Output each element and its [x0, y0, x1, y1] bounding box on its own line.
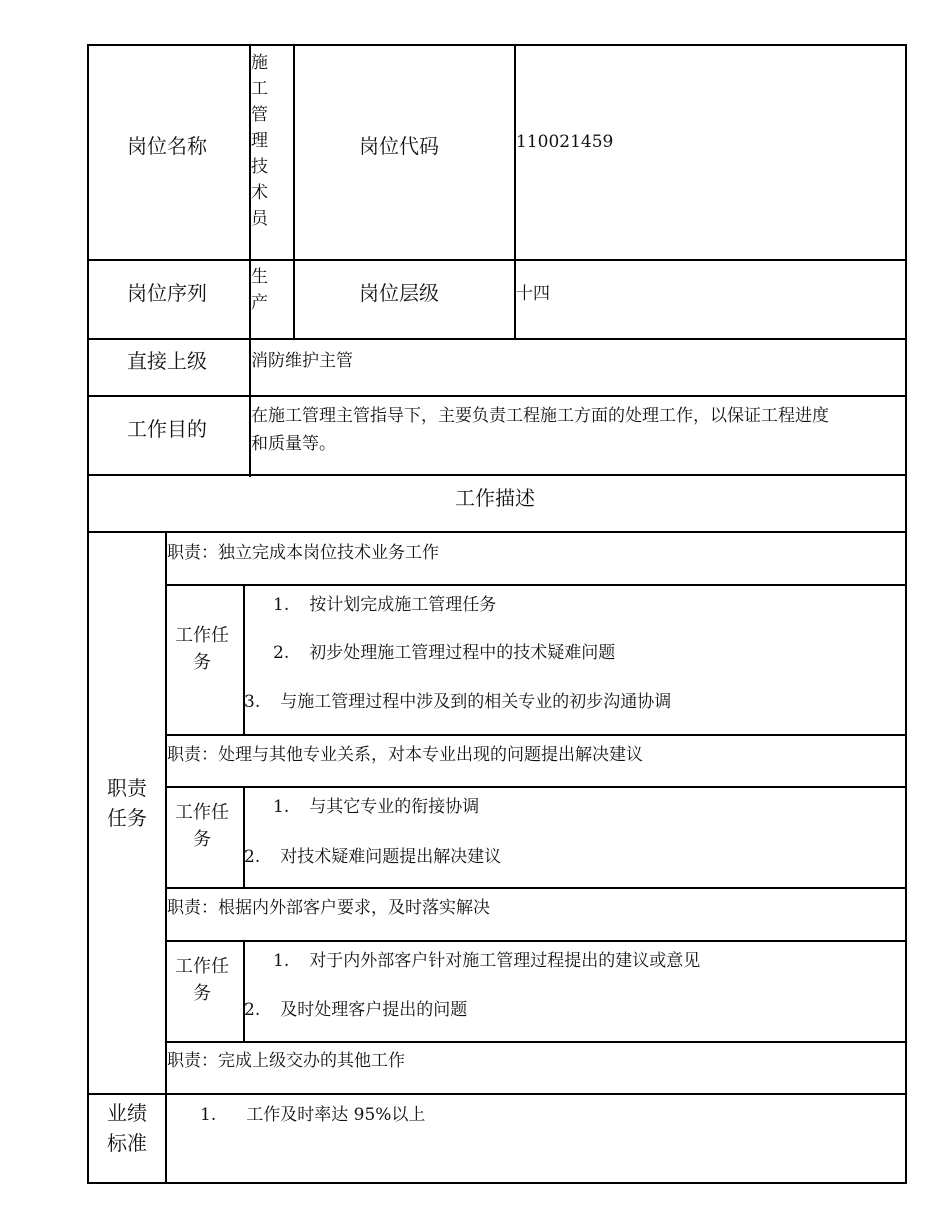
post-level-value: 十四: [516, 284, 550, 304]
row-divider: [87, 531, 907, 533]
task-label: 工作任 务: [175, 625, 229, 673]
post-name-value: 施 工 管 理 技 术 员: [251, 53, 268, 229]
row-divider: [87, 474, 907, 476]
row-divider: [165, 786, 907, 788]
col-divider: [243, 584, 245, 736]
table-border-right: [905, 44, 907, 1184]
post-code-value: 110021459: [516, 132, 614, 152]
purpose-line-2: 和质量等。: [251, 434, 336, 454]
row-divider: [165, 940, 907, 942]
task-item: 1. 与其它专业的衔接协调: [273, 797, 480, 817]
row-divider: [87, 1093, 907, 1095]
superior-value: 消防维护主管: [251, 351, 353, 371]
row-divider: [165, 734, 907, 736]
row-divider: [87, 395, 907, 397]
task-label: 工作任 务: [175, 802, 229, 850]
post-series-label: 岗位序列: [127, 281, 207, 305]
task-item: 3. 与施工管理过程中涉及到的相关专业的初步沟通协调: [244, 692, 672, 712]
row-divider: [165, 584, 907, 586]
purpose-line-1: 在施工管理主管指导下，主要负责工程施工方面的处理工作，以保证工程进度: [251, 406, 829, 426]
row-divider: [87, 338, 907, 340]
task-item: 1. 按计划完成施工管理任务: [273, 595, 497, 615]
purpose-label: 工作目的: [127, 417, 207, 441]
row-divider: [165, 1041, 907, 1043]
task-item: 2. 初步处理施工管理过程中的技术疑难问题: [273, 643, 616, 663]
task-label: 工作任 务: [175, 956, 229, 1004]
performance-label: 业绩 标准: [107, 1101, 147, 1155]
task-item: 2. 及时处理客户提出的问题: [244, 1000, 468, 1020]
col-divider: [243, 786, 245, 889]
row-divider: [87, 259, 907, 261]
performance-item: 1. 工作及时率达 95%以上: [200, 1105, 426, 1125]
table-border-top: [87, 44, 907, 46]
description-title: 工作描述: [455, 486, 535, 510]
superior-label: 直接上级: [127, 349, 207, 373]
duty-title: 职责：处理与其他专业关系，对本专业出现的问题提出解决建议: [167, 745, 643, 765]
row-divider: [165, 887, 907, 889]
post-code-label: 岗位代码: [359, 134, 439, 158]
duties-label: 职责 任务: [107, 776, 147, 830]
table-border-left: [87, 44, 89, 1184]
post-level-label: 岗位层级: [359, 281, 439, 305]
duty-title: 职责：独立完成本岗位技术业务工作: [167, 543, 439, 563]
table-border-bottom: [87, 1182, 907, 1184]
task-item: 1. 对于内外部客户针对施工管理过程提出的建议或意见: [273, 951, 701, 971]
col-divider: [293, 44, 295, 340]
post-name-label: 岗位名称: [127, 134, 207, 158]
task-item: 2. 对技术疑难问题提出解决建议: [244, 847, 502, 867]
col-divider: [243, 940, 245, 1043]
duty-title: 职责：根据内外部客户要求，及时落实解决: [167, 898, 490, 918]
post-series-value: 生 产: [251, 267, 268, 313]
duty-title: 职责：完成上级交办的其他工作: [167, 1051, 405, 1071]
